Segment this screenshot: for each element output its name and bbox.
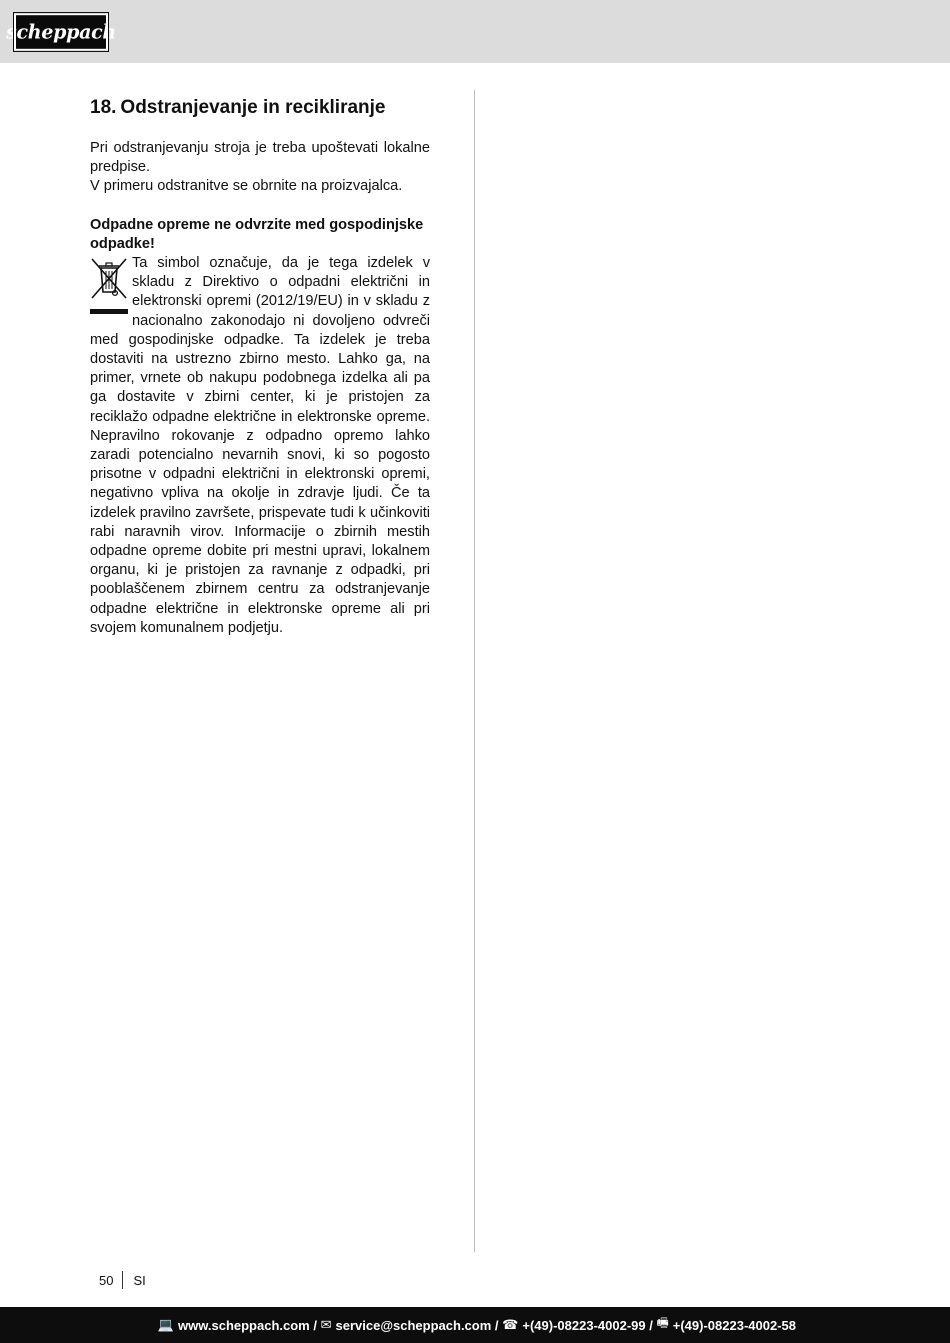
intro-line-1: Pri odstranjevanju stroja je treba upoštevati lokalne predpise.: [90, 140, 430, 176]
page-number: 50: [99, 1272, 114, 1288]
fax-number: +(49)-08223-4002-58: [672, 1317, 796, 1333]
section-content: [90, 96, 430, 638]
section-number: 18.: [90, 97, 117, 118]
computer-icon: 💻: [157, 1317, 175, 1332]
spacer: [90, 197, 430, 216]
header-bar: [0, 0, 950, 63]
contact-separator: /: [494, 1317, 499, 1333]
section-title-text: Odstranjevanje in recikliranje: [120, 97, 386, 118]
contact-separator: /: [649, 1317, 653, 1333]
contact-bar: [0, 1307, 950, 1343]
intro-line-2: V primeru odstranitve se obrnite na proizvajalca.: [90, 178, 403, 195]
language-code: SI: [133, 1272, 146, 1288]
weee-block: [90, 254, 430, 638]
email-link[interactable]: service@scheppach.com: [335, 1317, 492, 1333]
email-icon: ✉: [320, 1317, 332, 1332]
website-link[interactable]: www.scheppach.com: [178, 1317, 310, 1333]
footer-separator: [122, 1271, 123, 1289]
column-divider: [474, 90, 475, 1252]
fax-icon: 🖷: [656, 1315, 669, 1330]
section-title: [90, 96, 430, 120]
scheppach-logo: scheppach: [14, 13, 108, 51]
crossed-out-wheelie-bin-icon: [90, 257, 128, 319]
phone-icon: ☎: [502, 1317, 519, 1332]
phone-number[interactable]: +(49)-08223-4002-99: [522, 1317, 646, 1333]
disposal-warning: Odpadne opreme ne odvrzite med gospodinjske odpadke!: [90, 216, 424, 252]
page-footer: [99, 1271, 146, 1289]
weee-body-text: Ta simbol označuje, da je tega izdelek v skladu z Direktivo o odpadni električni in elektronski opremi (2012/19/EU) in v skladu z nacionalno zakonodajo ni dovoljeno odvreči med gospodinjske odpadke. Ta izdelek je treba dostaviti na ustrezno zbirno mesto. Lahko ga, na primer, vrnete ob nakupu podobnega izdelka ali pa ga dostavite v zbirni center, ki je pristojen za reciklažo odpadne električne in elektronske opreme. Nepravilno rokovanje z odpadno opremo lahko zaradi potencialno nevarnih snovi, ki so pogosto prisotne v odpadni električni in elektronski opremi, negativno vpliva na okolje in zdravje ljudi. Če ta izdelek pravilno završete, prispevate tudi k učinkoviti rabi naravnih virov. Informacije o zbirnih mestih odpadne opreme dobite pri mestni upravi, lokalnem organu, ki je pristojen za ravnanje z odpadki, pri pooblaščenem zbirnem centru za odstranjevanje odpadne električne in elektronske opreme ali pri svojem komunalnem podjetju.: [90, 255, 430, 636]
contact-separator: /: [313, 1317, 317, 1333]
